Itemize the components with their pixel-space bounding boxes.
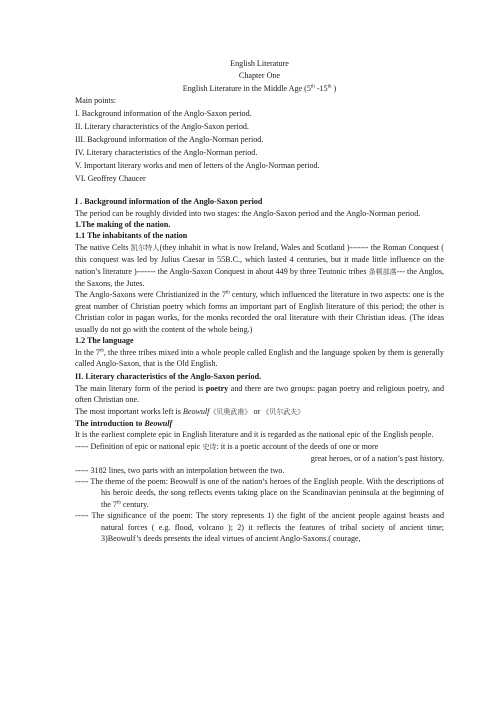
paragraph: The period can be roughly divided into two stages: the Anglo-Saxon period and the Anglo-Norman period. (75, 208, 421, 218)
dash-item-continuation: great heroes, or of a nation’s past history. (310, 454, 444, 464)
section-heading: I . Background information of the Anglo-Saxon period (75, 197, 263, 207)
main-point-item: VI. Geoffrey Chaucer (75, 174, 146, 184)
main-points (75, 95, 444, 184)
main-point-item: IV. Literary characteristics of the Anglo-Norman period. (75, 148, 258, 158)
paragraph: The Anglo-Saxons were Christianized in the 7th century, which influenced the literature in two aspects: one is the great number of Christian poetry which forms an important part of English literature of this period; the other is Christian color in pagan works, for the monks recorded the oral literature with their Christian ideas. (The ideas usually do not go with the content of the whole being.) (75, 290, 444, 334)
paragraph: The most important works left is Beowulf《贝奥武甫》 or 《贝尔武夫》 (75, 406, 305, 416)
paragraph: The main literary form of the period is poetry and there are two groups: pagan poetry and religious poetry, and often Christian one. (75, 383, 445, 405)
section-heading: II. Literary characteristics of the Anglo-Saxon period. (75, 372, 262, 382)
dash-item: ----- The theme of the poem: Beowulf is one of the nation’s heroes of the English people. With the descriptions of his heroic deeds, the song reflects events taking place on the Scandinavian peninsula at the beginning of the 7th century. (75, 476, 444, 509)
subsection-heading: 1.1 The inhabitants of the nation (75, 231, 188, 241)
main-point-item: III. Background information of the Anglo-Norman period. (75, 135, 264, 145)
main-points-label: Main points: (75, 96, 117, 106)
subsection-heading: The introduction to Beowulf (75, 418, 173, 428)
dash-item: ----- 3182 lines, two parts with an interpolation between the two. (75, 465, 285, 475)
main-point-item: I. Background information of the Anglo-Saxon period. (75, 109, 252, 119)
subsection-heading: 1.The making of the nation. (75, 220, 171, 230)
main-point-item: V. Important literary works and men of letters of the Anglo-Norman period. (75, 161, 320, 171)
chapter-label: Chapter One (238, 71, 281, 81)
paragraph: In the 7th, the three tribes mixed into a whole people called English and the language spoken by them is generally called Anglo-Saxon, that is the Old English. (75, 347, 444, 368)
dash-item: ----- The significance of the poem: The story represents 1) the fight of the ancient people against beasts and natural forces ( e.g. flood, volcano ); 2) it reflects the features of tribal society of ancient time; 3)Beowulf’s deeds presents the ideal virtues of ancient Anglo-Saxons.( courage, (75, 511, 444, 543)
chapter-title: English Literature in the Middle Age (5th -15th ) (182, 83, 337, 93)
main-point-item: II. Literary characteristics of the Anglo-Saxon period. (75, 122, 249, 132)
dash-item: ----- Definition of epic or national epic 史诗: it is a poetic account of the deeds of one or more (75, 441, 379, 451)
subsection-heading: 1.2 The language (75, 336, 134, 346)
doc-title: English Literature (230, 59, 289, 68)
paragraph: The native Celts 凯尔特人(they inhabit in what is now Ireland, Wales and Scotland )------- the Roman Conquest ( this conquest was led by Julius Caesar in 55B.C., which lasted 4 centuries, but it made little influence on the nation’s literature )------- the Anglo-Saxon Conquest in about 449 by three Teutonic tribes 条顿部落--- the Anglos, the Saxons, the Jutes. (75, 242, 444, 289)
paragraph: It is the earliest complete epic in English literature and it is regarded as the national epic of the English people. (75, 430, 434, 440)
